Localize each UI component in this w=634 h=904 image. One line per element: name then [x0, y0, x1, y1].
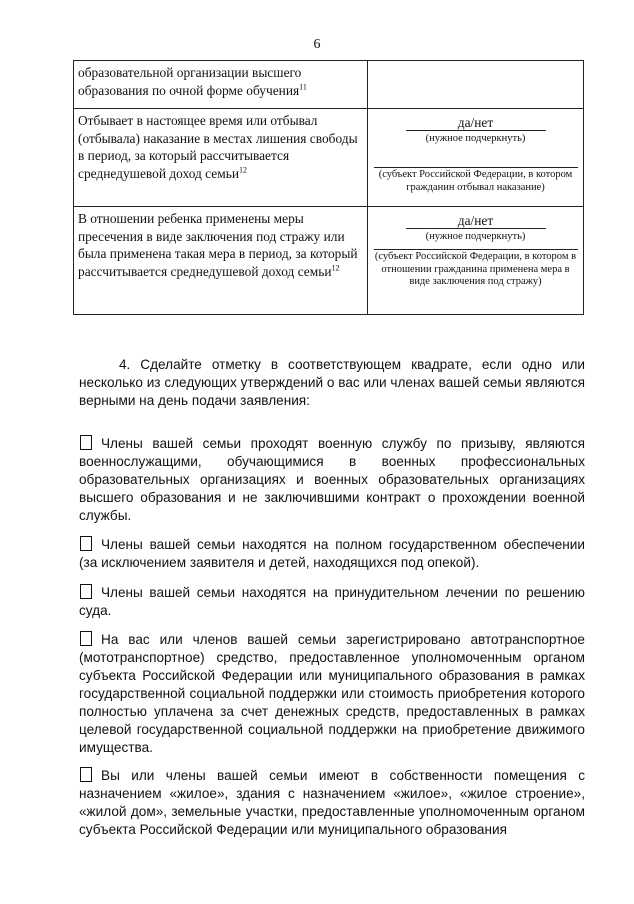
statement-item: Члены вашей семьи проходят военную службу по призыву, являются военнослужащими, обучающимися в военных профессиональных образовательных организациях и военных образовательных организациях высшего образования и не заключившими контракт о прохождении военной службы. [79, 436, 585, 523]
table-cell-answer [368, 109, 584, 207]
section-intro: 4. Сделайте отметку в соответствующем квадрате, если одно или несколько из следующих утверждений о вас или членах вашей семьи являются верными на день подачи заявления: [79, 357, 585, 408]
answer-hint: (нужное подчеркнуть) [425, 230, 526, 242]
footnote-ref: 11 [299, 82, 307, 92]
checkbox[interactable] [80, 536, 92, 551]
table-cell-label [74, 61, 368, 109]
yes-no-answer[interactable]: да/нет [406, 115, 546, 131]
statement-item: Члены вашей семьи находятся на полном государственном обеспечении (за исключением заявителя и детей, находящихся под опекой). [79, 537, 585, 570]
region-field[interactable] [374, 249, 578, 250]
row-label: образовательной организации высшего образования по очной форме обучения$^{11}$ [78, 65, 307, 98]
checkbox[interactable] [80, 435, 92, 450]
row-label: Отбывает в настоящее время или отбывал (отбывала) наказание в местах лишения свободы в период, за который рассчитывается среднедушевой доход семьи$^{12}$ [78, 113, 358, 181]
statement-item: Вы или члены вашей семьи имеют в собственности помещения с назначением «жилое», здания с назначением «жилое», «жилое строение», «жилой дом», земельные участки, предоставленные уполномоченным органом субъекта Российской Федерации или муниципального образования [79, 768, 585, 837]
region-note: (субъект Российской Федерации, в котором гражданин отбывал наказание) [378, 169, 573, 193]
page-number: 6 [313, 37, 321, 52]
table-row [74, 109, 584, 207]
answer-hint: (нужное подчеркнуть) [425, 132, 526, 144]
footnote-ref: 12 [331, 263, 340, 273]
table-cell-answer[interactable] [368, 61, 584, 109]
info-table [73, 60, 584, 315]
table-cell-answer [368, 207, 584, 315]
checkbox[interactable] [80, 584, 92, 599]
table-cell-label [74, 207, 368, 315]
table-row [74, 61, 584, 109]
table-row [74, 207, 584, 315]
statement-item: На вас или членов вашей семьи зарегистрировано автотранспортное (мототранспортное) средство, предоставленное уполномоченным органом субъекта Российской Федерации или муниципального образования в рамках государственной социальной поддержки или стоимость приобретения которого полностью уплачена за счет денежных средств, предоставленных в рамках целевой государственной социальной поддержки на приобретение движимого имущества. [79, 632, 585, 755]
checkbox[interactable] [80, 767, 92, 782]
statement-item: Члены вашей семьи находятся на принудительном лечении по решению суда. [79, 585, 585, 618]
footnote-ref: 12 [238, 165, 247, 175]
yes-no-answer[interactable]: да/нет [406, 213, 546, 229]
table-cell-label [74, 109, 368, 207]
checkbox[interactable] [80, 631, 92, 646]
region-field[interactable] [374, 167, 578, 168]
row-label: В отношении ребенка применены меры пресечения в виде заключения под стражу или была применена такая мера в период, за который рассчитывается среднедушевой доход семьи$^{12}$ [78, 211, 358, 279]
region-note: (субъект Российской Федерации, в котором в отношении гражданина применена мера в виде заключения под стражу) [374, 251, 577, 287]
